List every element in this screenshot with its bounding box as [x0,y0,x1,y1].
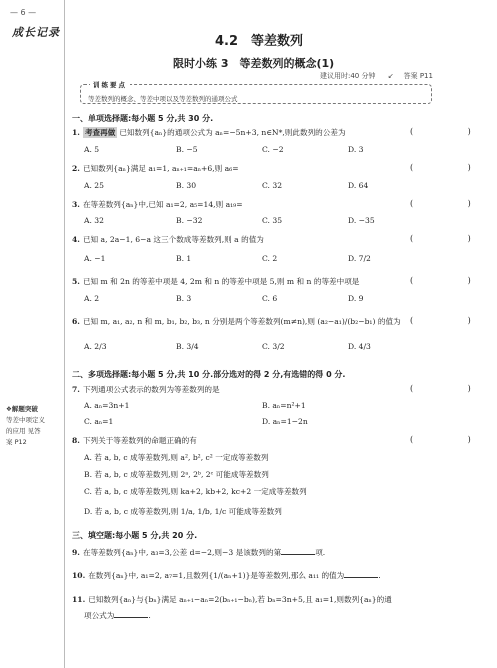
answer-icon: ↙ [387,72,394,80]
option[interactable]: C. aₙ=1 [84,417,114,426]
question-1: 1. 考查再做 已知数列{aₙ}的通项公式为 aₙ=−5n+3, n∈N*,则此数列的公差为 [72,128,346,137]
exercise-subtitle: 限时小练 3 等差数列的概念(1) [173,57,335,70]
option[interactable]: C. 6 [262,294,278,303]
answer-blank[interactable] [344,571,378,578]
section-heading: 三、填空题:每小题 5 分,共 20 分. [72,531,198,540]
answer-paren[interactable]: ( ) [410,199,497,208]
option[interactable]: D. 64 [348,181,369,190]
option[interactable]: B. 1 [176,254,192,263]
question-8: 8. 下列关于等差数列的命题正确的有 [72,436,197,445]
answer-paren[interactable]: ( ) [410,384,497,393]
section-heading: 二、多项选择题:每小题 5 分,共 10 分.部分选对的得 2 分,有选错的得 0 分. [72,370,346,379]
sidebar-note [6,404,62,448]
option[interactable]: C. −2 [262,145,284,154]
answer-blank[interactable] [114,611,148,618]
review-tag: 考查再做 [84,128,116,137]
option[interactable]: C. 35 [262,216,283,225]
answer-paren[interactable]: ( ) [410,276,497,285]
option[interactable]: A. 2 [84,294,100,303]
question-7: 7. 下列通项公式表示的数列为等差数列的是 [72,385,220,394]
question-6: 6. 已知 m, a₁, a₂, n 和 m, b₁, b₂, b₃, n 分别是两个等差数列(m≠n),则 (a₂−a₁)/(b₂−b₁) 的值为 [72,317,401,326]
answer-paren[interactable]: ( ) [410,234,497,243]
option[interactable]: D. 若 a, b, c 成等差数列,则 1/a, 1/b, 1/c 可能成等差数列 [84,507,282,516]
page-number: — 6 — [10,8,37,17]
answer-ref: ↙ 答案 P11 [387,72,433,80]
option[interactable]: C. 若 a, b, c 成等差数列,则 ka+2, kb+2, kc+2 一定成等差数列 [84,487,307,496]
section-heading: 一、单项选择题:每小题 5 分,共 30 分. [72,114,214,123]
option[interactable]: B. −32 [176,216,203,225]
question-2: 2. 已知数列{aₙ}满足 a₁=1, aₙ₊₁=aₙ+6,则 a₆= [72,164,239,173]
option[interactable]: A. 25 [84,181,104,190]
meta-info [320,71,453,81]
option[interactable]: C. 2 [262,254,278,263]
option[interactable]: B. 30 [176,181,197,190]
question-9: 9. 在等差数列{aₙ}中, a₃=3,公差 d=−2,则−3 是该数列的第 项. [72,548,326,557]
question-11: 11. 已知数列{aₙ}与{bₙ}满足 aₙ₊₁−aₙ=2(bₙ₊₁−bₙ),若 bₙ=3n+5,且 a₁=1,则数列{aₙ}的通 [72,595,392,604]
question-4: 4. 已知 a, 2a−1, 6−a 这三个数成等差数列,则 a 的值为 [72,235,264,244]
suggested-time: 建议用时:40 分钟 [320,72,376,80]
section-title: 4.2 等差数列 [215,34,304,49]
option[interactable]: C. 3/2 [262,342,285,351]
option[interactable]: B. aₙ=n²+1 [262,401,306,410]
option[interactable]: A. 5 [84,145,100,154]
question-5: 5. 已知 m 和 2n 的等差中项是 4, 2m 和 n 的等差中项是 5,则 m 和 n 的等差中项是 [72,277,360,286]
option[interactable]: D. 7/2 [348,254,371,263]
option[interactable]: A. aₙ=3n+1 [84,401,130,410]
sidebar-note-title: ❖解题突破 [6,405,38,413]
option[interactable]: B. 3 [176,294,192,303]
question-3: 3. 在等差数列{aₙ}中,已知 a₁=2, a₅=14,则 a₁₉= [72,200,243,209]
option[interactable]: D. 9 [348,294,364,303]
training-label: 训练要点 [90,80,130,89]
option[interactable]: B. 3/4 [176,342,199,351]
answer-blank[interactable] [281,548,315,555]
option[interactable]: A. 32 [84,216,104,225]
option[interactable]: A. 2/3 [84,342,107,351]
training-text: 等差数列的概念、等差中项以及等差数列的通项公式 [88,95,238,103]
answer-paren[interactable]: ( ) [410,435,497,444]
option[interactable]: D. −35 [348,216,375,225]
answer-paren[interactable]: ( ) [410,316,497,325]
option[interactable]: D. 3 [348,145,364,154]
option[interactable]: B. −5 [176,145,198,154]
answer-paren[interactable]: ( ) [410,127,497,136]
option[interactable]: A. −1 [84,254,106,263]
option[interactable]: A. 若 a, b, c 成等差数列,则 a², b², c² 一定成等差数列 [84,453,269,462]
answer-paren[interactable]: ( ) [410,163,497,172]
margin-divider [64,0,65,668]
question-11-line2: 项公式为 . [84,611,151,620]
option[interactable]: C. 32 [262,181,283,190]
option[interactable]: B. 若 a, b, c 成等差数列,则 2ᵃ, 2ᵇ, 2ᶜ 可能成等差数列 [84,470,269,479]
option[interactable]: D. 4/3 [348,342,371,351]
brand-logo: 成长记录 [12,26,60,39]
sidebar-note-line: 等差中项定义 [6,416,45,424]
sidebar-note-line: 的应用 见答 [6,427,41,435]
question-10: 10. 在数列{aₙ}中, a₁=2, a₇=1,且数列{1/(aₙ+1)}是等差数列,那么 a₁₁ 的值为 . [72,571,381,580]
sidebar-note-line: 案 P12 [6,438,27,446]
option[interactable]: D. aₙ=1−2n [262,417,308,426]
